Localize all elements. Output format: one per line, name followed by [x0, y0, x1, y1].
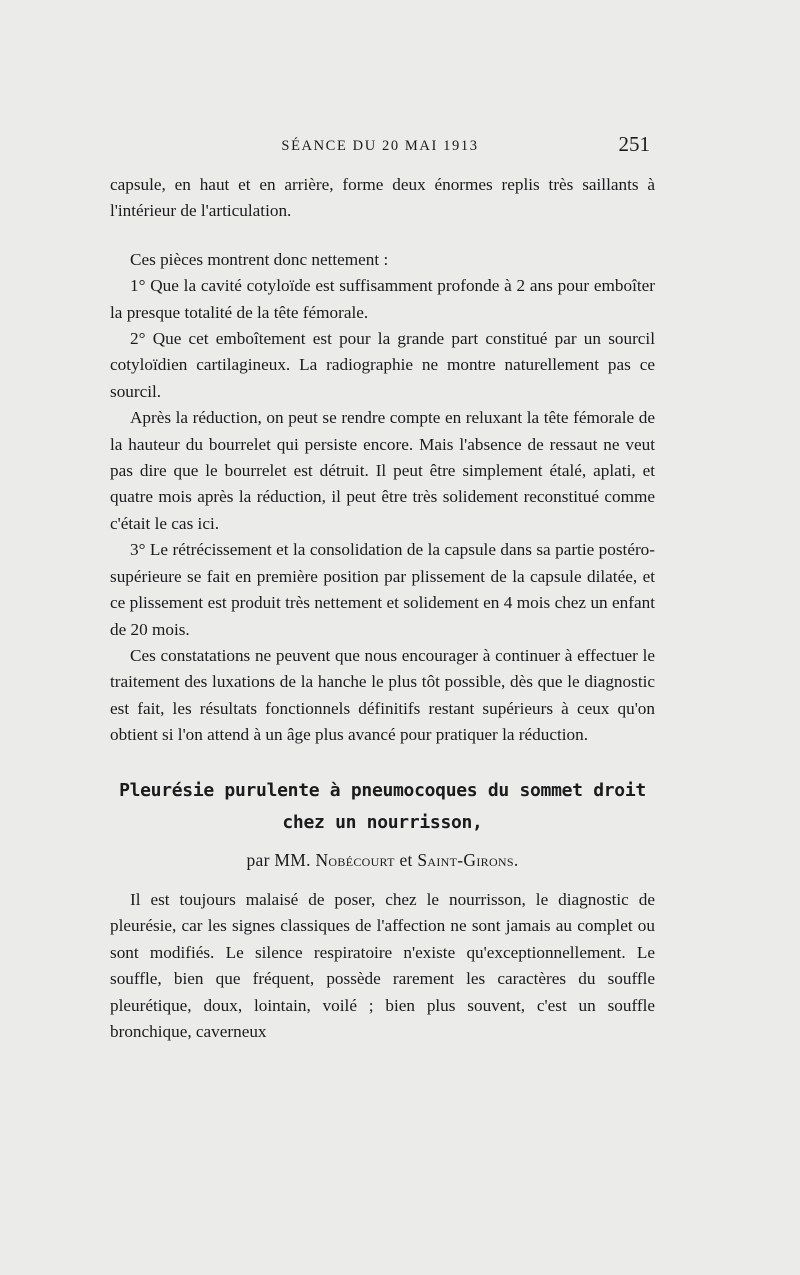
paragraph: Ces constatations ne peuvent que nous encourager à continuer à effectuer le traitement des luxations de la hanche le plus tôt possible, dès que le diagnostic est fait, les résultats fonctionnels définitifs restant supérieurs à ceux qu'on obtient si l'on attend à un âge plus avancé pour pratiquer la réduction.	[110, 645, 655, 745]
paragraph: 3° Le rétrécissement et la consolidation de la capsule dans sa partie postéro-supérieure se fait en première position par plissement de la capsule dilatée, et ce plissement est produit très nettement et solidement en 4 mois chez un enfant de 20 mois.	[110, 540, 655, 639]
running-title: SÉANCE DU 20 MAI 1913	[281, 138, 479, 154]
section-authors	[110, 847, 655, 873]
section-title-line2: chez un nourrisson,	[282, 811, 483, 833]
paragraph: 2° Que cet emboîtement est pour la grande part constitué par un sourcil cotyloïdien cartilagineux. La radiographie ne montre naturellement pas ce sourcil.	[110, 329, 655, 401]
authors-joiner: et	[399, 849, 413, 870]
body-text	[110, 172, 655, 1045]
paragraph-continuation: capsule, en haut et en arrière, forme deux énormes replis très saillants à l'intérieur de l'articulation.	[110, 175, 655, 221]
paragraph: Ces pièces montrent donc nettement :	[130, 249, 389, 269]
section-paragraph: Il est toujours malaisé de poser, chez le nourrisson, le diagnostic de pleurésie, car les signes classiques de l'affection ne sont jamais au complet ou sont modifiés. Le silence respiratoire n'existe qu'exceptionnellement. Le souffle, bien que fréquent, possède rarement les caractères du souffle pleurétique, doux, lointain, voilé ; bien plus souvent, c'est un souffle bronchique, caverneux	[110, 889, 655, 1041]
paragraph: Après la réduction, on peut se rendre compte en reluxant la tête fémorale de la hauteur du bourrelet qui persiste encore. Mais l'absence de ressaut ne veut pas dire que le bourrelet est détruit. Il peut être simplement étalé, aplati, et quatre mois après la réduction, il peut être très solidement reconstitué comme c'était le cas ici.	[110, 408, 655, 533]
page-number: 251	[618, 132, 650, 156]
page-header	[110, 132, 650, 162]
paragraph: 1° Que la cavité cotyloïde est suffisamment profonde à 2 ans pour emboîter la presque totalité de la tête fémorale.	[110, 276, 655, 322]
authors-prefix: par MM.	[246, 849, 311, 870]
section-title	[110, 775, 655, 839]
section-title-line1: Pleurésie purulente à pneumocoques du sommet droit	[119, 779, 646, 801]
author-1: Nobécourt	[315, 849, 395, 870]
author-2: Saint-Girons.	[417, 849, 519, 870]
